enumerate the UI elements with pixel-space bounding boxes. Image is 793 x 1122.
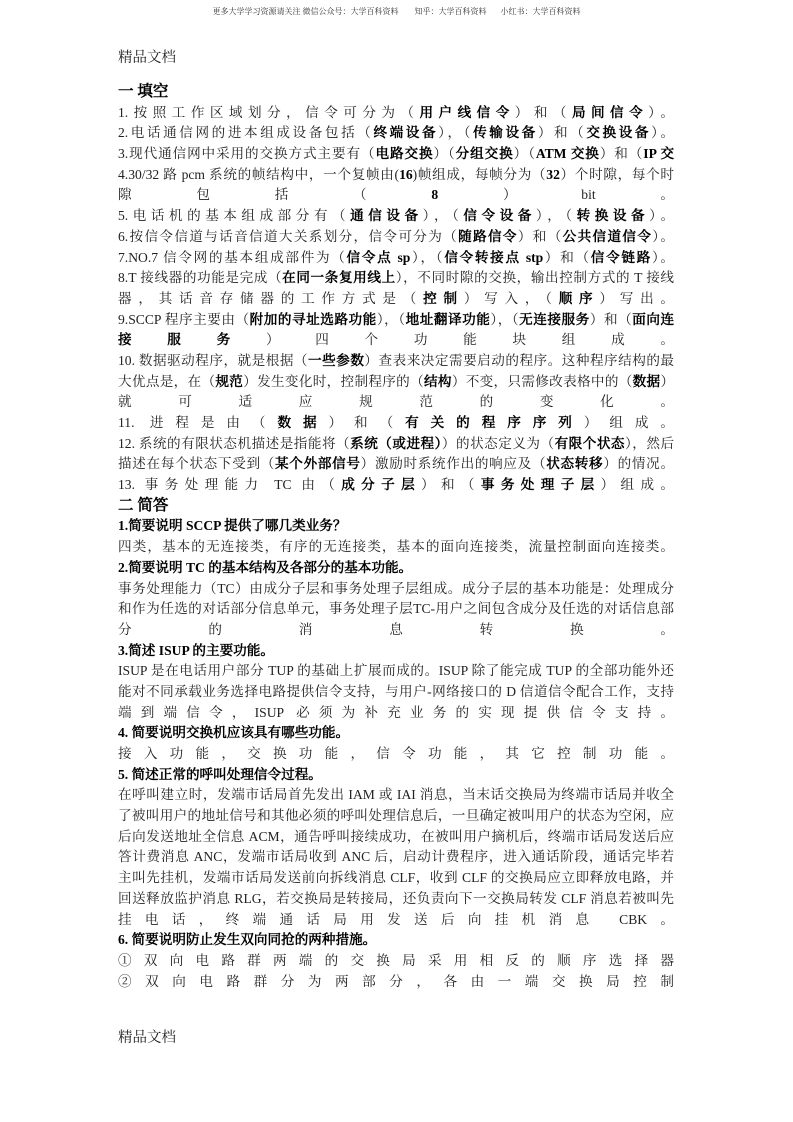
line-text: ），不同时隙的交换，输出控制方式的 T 接线: [395, 270, 674, 286]
text-line: [118, 744, 674, 765]
answer-text: 终端设备: [373, 125, 439, 141]
answer-text: 通信设备: [350, 208, 423, 224]
text-line: [118, 454, 674, 475]
line-text: ①双向电路群两端的交换局采用相反的顺序选择器: [118, 952, 674, 968]
line-text: ）和（: [543, 249, 591, 265]
line-text: 10. 数据驱动程序，就是根据（: [118, 352, 309, 368]
answer-text: 局间信令: [571, 104, 649, 120]
line-text: ②双向电路群分为两部分，各由一端交换局控制: [118, 973, 674, 989]
answer-text: 6. 简要说明防止发生双向同抢的两种措施。: [118, 932, 377, 948]
text-line: [118, 599, 674, 620]
document-body: [118, 82, 674, 992]
answer-text: 随路信令: [458, 228, 518, 244]
answer-text: 数据: [277, 415, 329, 430]
text-line: [118, 889, 674, 910]
text-line: [118, 413, 674, 434]
line-text: 9.SCCP 程序主要由（: [118, 311, 250, 327]
text-line: [118, 123, 674, 144]
line-text: ）。: [652, 228, 674, 244]
line-text: 后向发送地址全信息 ACM，通告呼叫接续成功，在被叫用户摘机后，终端市话局发送后应: [118, 828, 674, 844]
answer-text: 某个外部信号: [275, 456, 361, 472]
answer-text: 信令转接点 stp: [444, 249, 544, 265]
question-heading: [118, 765, 674, 786]
answer-text: 数据: [632, 373, 661, 389]
line-text: ）。: [651, 125, 674, 141]
line-text: ）和（: [589, 311, 633, 327]
text-line: [118, 310, 674, 331]
line-text: 挂电话，终端通话局用发送后向挂机消息 CBK。: [118, 911, 674, 927]
line-text: 7.NO.7 信令网的基本组成部件为（: [118, 249, 347, 265]
answer-text: 转换设备: [576, 208, 650, 224]
text-line: [118, 165, 674, 186]
answer-text: 信令设备: [463, 208, 536, 224]
line-text: ）组成。: [583, 415, 674, 430]
text-line: [118, 868, 674, 889]
text-line: [118, 579, 674, 600]
line-text: ）和（: [517, 228, 563, 244]
line-text: 端到端信令，ISUP 必须为补充业务的实现提供信令支持。: [118, 704, 674, 720]
line-text: 四类，基本的无连接类，有序的无连接类，基本的面向连接类，流量控制面向连接类。: [118, 539, 674, 555]
answer-text: 系统（或进程）: [350, 435, 442, 451]
line-text: ）的状态定义为（: [441, 435, 555, 451]
line-text: ）四个功能块组成。: [265, 332, 674, 348]
brand-label-top: 精品文档: [118, 50, 176, 66]
answer-text: 5. 简述正常的呼叫处理信令过程。: [118, 766, 322, 782]
answer-text: 传输设备: [473, 125, 538, 141]
line-text: 1.按照工作区域划分，信令可分为（: [118, 104, 420, 120]
line-text: ）和（: [421, 477, 481, 493]
line-text: 3.现代通信网中采用的交换方式主要有（: [118, 146, 376, 162]
section-heading: [118, 496, 674, 517]
line-text: ）和（: [514, 104, 572, 120]
text-line: [118, 227, 674, 248]
answer-text: 2.简要说明 TC 的基本结构及各部分的基本功能。: [118, 559, 413, 575]
answer-text: 信令点 sp: [346, 249, 411, 265]
text-line: [118, 268, 674, 289]
answer-text: 事务处理子层: [480, 477, 601, 493]
text-line: [118, 248, 674, 269]
line-text: ），（: [535, 208, 577, 224]
line-text: 13. 事务处理能力 TC 由（: [118, 477, 342, 493]
text-line: [118, 682, 674, 703]
line-text: 分的消息转换。: [118, 621, 674, 637]
text-line: [118, 103, 674, 124]
text-line: [118, 620, 674, 641]
text-line: [118, 785, 674, 806]
line-text: 在呼叫建立时，发端市话局首先发出 IAM 或 IAI 消息，当末话交换局为终端市话局并收全: [118, 787, 674, 803]
line-text: ）（: [433, 146, 456, 162]
answer-text: 1.简要说明 SCCP 提供了哪几类业务？: [118, 518, 347, 534]
line-text: ），（: [490, 311, 520, 327]
answer-text: 8: [431, 187, 439, 203]
line-text: ）。: [648, 104, 674, 120]
question-heading: [118, 930, 674, 951]
line-text: 大优点是，在（: [118, 373, 216, 389]
answer-text: 结构: [424, 373, 452, 389]
line-text: ）写入，（: [463, 290, 559, 306]
answer-text: 接服务: [118, 332, 266, 348]
section-heading: [118, 82, 674, 103]
answer-text: 有关的程序序列: [405, 415, 584, 430]
line-text: ），（: [410, 249, 445, 265]
line-text: )帧组成，每帧分为（: [412, 166, 547, 182]
line-text: 和作为任选的对话部分信息单元，事务处理子层TC-用户之间包含成分及任选的对话信息部: [118, 601, 674, 617]
line-text: ）的情况。: [603, 456, 674, 472]
line-text: ）不变，只需修改表格中的（: [451, 373, 633, 389]
line-text: ）（: [513, 146, 536, 162]
line-text: 就可适应规范的变化。: [118, 394, 674, 410]
line-text: 事务处理能力（TC）由成分子层和事务处理子层组成。成分子层的基本功能是：处理成分: [118, 580, 674, 596]
line-text: ）激励时系统作出的响应及（: [360, 456, 547, 472]
line-text: 8.T 接线器的功能是完成（: [118, 270, 283, 286]
answer-text: 交换设备: [586, 125, 652, 141]
text-line: [118, 392, 674, 413]
line-text: ）: [660, 373, 674, 389]
answer-text: 状态转移: [546, 456, 604, 472]
line-text: 4.30/32 路 pcm 系统的帧结构中，一个复帧由(: [118, 166, 400, 182]
line-text: 接入功能，交换功能，信令功能，其它控制功能。: [118, 746, 674, 761]
text-line: [118, 910, 674, 931]
text-line: [118, 206, 674, 227]
line-text: 11. 进程是由（: [118, 415, 278, 430]
line-text: 主叫先挂机，发端市话局发送前向拆线消息 CLF，收到 CLF 的交换局应立即释放电路，并: [118, 870, 674, 886]
line-text: ）写出。: [599, 290, 674, 306]
line-text: 12. 系统的有限状态机描述是指能将（: [118, 435, 351, 451]
line-text: ）。: [651, 249, 674, 265]
line-text: ISUP 是在电话用户部分 TUP 的基础上扩展而成的。ISUP 除了能完成 TUP 的全部功能外还: [118, 663, 674, 679]
text-line: [118, 144, 674, 165]
answer-text: 公共信道信令: [562, 228, 653, 244]
line-text: 6.按信令信道与话音信道大关系划分，信令可分为（: [118, 228, 459, 244]
answer-text: 在同一条复用线上: [282, 270, 396, 286]
line-text: ）组成。: [600, 477, 674, 493]
answer-text: ATM 交换: [535, 146, 600, 162]
answer-text: 16: [399, 166, 413, 182]
answer-text: 32: [546, 166, 560, 182]
text-line: [118, 661, 674, 682]
text-line: [118, 185, 674, 206]
line-text: 隙包括（: [118, 187, 432, 203]
text-line: [118, 847, 674, 868]
line-text: ），然后: [625, 435, 674, 451]
question-heading: [118, 641, 674, 662]
text-line: [118, 827, 674, 848]
line-text: ）发生变化时，控制程序的（: [243, 373, 424, 389]
text-line: [118, 351, 674, 372]
answer-text: 有限个状态: [554, 435, 625, 451]
header-note: 更多大学学习资源请关注 微信公众号：大学百科资料 知乎：大学百科资料 小红书：大学百科资料: [212, 7, 581, 16]
answer-text: 一些参数: [308, 352, 365, 368]
answer-text: 4. 简要说明交换机应该具有哪些功能。: [118, 725, 350, 741]
question-heading: [118, 558, 674, 579]
line-text: ）。: [649, 208, 674, 224]
text-line: [118, 289, 674, 310]
line-text: 2.电话通信网的进本组成设备包括（: [118, 125, 374, 141]
question-heading: [118, 516, 674, 537]
answer-text: 附加的寻址选路功能: [249, 311, 377, 327]
answer-text: 分组交换: [455, 146, 514, 162]
line-text: 答计费消息 ANC，发端市话局收到 ANC 后，启动计费程序，进入通话阶段，通话完毕若: [118, 849, 674, 865]
line-text: ）和（: [328, 415, 406, 430]
answer-text: 电路交换: [375, 146, 434, 162]
answer-text: 无连接服务: [519, 311, 590, 327]
answer-text: 成分子层: [341, 477, 422, 493]
text-line: [118, 434, 674, 455]
line-text: ）查表来决定需要启动的程序。这种程序结构的最: [364, 352, 674, 368]
line-text: ）和（: [537, 125, 587, 141]
answer-text: 地址翻译功能: [405, 311, 491, 327]
answer-text: 控制: [423, 290, 464, 306]
line-text: 能对不同承载业务选择电路提供信令支持，与用户-网络接口的 D 信道信令配合工作，支持: [118, 683, 674, 699]
question-heading: [118, 723, 674, 744]
text-line: [118, 951, 674, 972]
answer-text: 3.简述 ISUP 的主要功能。: [118, 642, 274, 658]
line-text: 描述在每个状态下受到（: [118, 456, 276, 472]
text-line: [118, 703, 674, 724]
line-text: 回送释放监护消息 RLG，若交换局是转接局，还负责向下一交换局转发 CLF 消息若被叫先: [118, 890, 674, 906]
line-text: ）个时隙，每个时: [559, 166, 674, 182]
answer-text: 顺序: [558, 290, 600, 306]
brand-label-bottom: 精品文档: [118, 1030, 176, 1046]
text-line: [118, 806, 674, 827]
text-line: [118, 537, 674, 558]
line-text: 了被叫用户的地址信号和其他必须的呼叫处理信息后，一旦确定被叫用户的状态为空闲，应: [118, 808, 674, 824]
text-line: [118, 972, 674, 993]
text-line: [118, 475, 674, 496]
text-line: [118, 372, 674, 393]
answer-text: IP 交: [643, 146, 674, 162]
line-text: 器，其话音存储器的工作方式是（: [118, 290, 424, 306]
answer-text: 二 简答: [118, 496, 169, 514]
line-text: ），（: [438, 125, 474, 141]
line-text: ）和（: [599, 146, 644, 162]
answer-text: 面向连: [632, 311, 674, 327]
answer-text: 规范: [215, 373, 244, 389]
text-line: [118, 330, 674, 351]
answer-text: 用户线信令: [419, 104, 515, 120]
line-text: ），（: [376, 311, 406, 327]
line-text: ）bit。: [438, 187, 674, 203]
line-text: ），（: [422, 208, 464, 224]
answer-text: 信令链路: [590, 249, 652, 265]
line-text: 5.电话机的基本组成部分有（: [118, 208, 351, 224]
answer-text: 一 填空: [118, 83, 169, 100]
